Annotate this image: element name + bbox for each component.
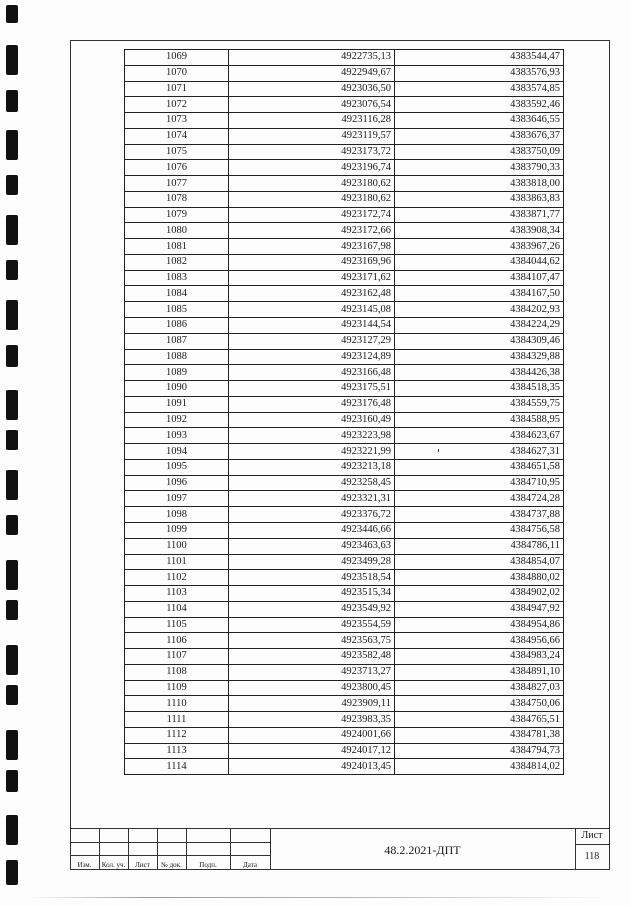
stamp-label-data: Дата [243, 861, 257, 869]
coordinate-y: 4384167,50 [395, 286, 564, 302]
binder-hole [6, 300, 18, 330]
table-row [125, 302, 564, 318]
binder-hole [6, 260, 18, 280]
point-number: 1078 [125, 191, 229, 207]
stamp-label-doc-no: № док. [161, 861, 182, 869]
coordinate-y: 4384329,88 [395, 349, 564, 365]
point-number: 1082 [125, 254, 229, 270]
table-row [125, 365, 564, 381]
binder-hole [6, 645, 18, 675]
coordinate-x: 4923036,50 [229, 81, 395, 97]
stamp-label-podp: Подп. [199, 861, 217, 869]
table-row [125, 318, 564, 334]
coordinate-y: 4384559,75 [395, 396, 564, 412]
coordinate-x: 4923554,59 [229, 617, 395, 633]
coordinate-y: 4384651,58 [395, 459, 564, 475]
point-number: 1069 [125, 50, 229, 66]
coordinate-y: 4383576,93 [395, 65, 564, 81]
table-row [125, 570, 564, 586]
coordinate-x: 4923145,08 [229, 302, 395, 318]
sheet-number: 118 [584, 851, 600, 862]
binder-hole [6, 90, 18, 112]
coordinate-x: 4923172,74 [229, 207, 395, 223]
binder-hole [6, 560, 18, 590]
point-number: 1105 [125, 617, 229, 633]
table-row [125, 191, 564, 207]
coordinate-x: 4923144,54 [229, 318, 395, 334]
coordinate-y: 4384588,95 [395, 412, 564, 428]
sheet-label: Лист [581, 830, 603, 841]
coordinate-y: 4384202,93 [395, 302, 564, 318]
coordinate-x: 4924001,66 [229, 727, 395, 743]
scan-speck [438, 449, 439, 452]
table-row [125, 522, 564, 538]
point-number: 1085 [125, 302, 229, 318]
coordinate-x: 4923446,66 [229, 522, 395, 538]
point-number: 1087 [125, 333, 229, 349]
table-row [125, 680, 564, 696]
coordinate-y: 4384827,03 [395, 680, 564, 696]
coordinate-x: 4923515,34 [229, 586, 395, 602]
table-row [125, 223, 564, 239]
coordinate-y: 4383646,55 [395, 113, 564, 129]
binder-hole [6, 45, 18, 75]
coordinate-x: 4923076,54 [229, 97, 395, 113]
coordinate-y: 4384623,67 [395, 428, 564, 444]
coordinate-y: 4384983,24 [395, 649, 564, 665]
table-row [125, 743, 564, 759]
coordinate-y: 4384954,86 [395, 617, 564, 633]
binder-hole [6, 390, 18, 420]
coordinate-y: 4383592,46 [395, 97, 564, 113]
coordinate-x: 4923173,72 [229, 144, 395, 160]
coordinate-y: 4384724,28 [395, 491, 564, 507]
coordinate-x: 4923176,48 [229, 396, 395, 412]
table-row [125, 412, 564, 428]
table-row [125, 428, 564, 444]
coordinate-x: 4923499,28 [229, 554, 395, 570]
coordinate-x: 4923800,45 [229, 680, 395, 696]
coordinate-x: 4923171,62 [229, 270, 395, 286]
point-number: 1076 [125, 160, 229, 176]
point-number: 1108 [125, 664, 229, 680]
coordinate-y: 4384880,02 [395, 570, 564, 586]
point-number: 1096 [125, 475, 229, 491]
point-number: 1093 [125, 428, 229, 444]
coordinate-y: 4384750,06 [395, 696, 564, 712]
coordinate-y: 4383967,26 [395, 239, 564, 255]
table-row [125, 381, 564, 397]
binder-hole [6, 470, 18, 500]
point-number: 1106 [125, 633, 229, 649]
coordinate-x: 4923518,54 [229, 570, 395, 586]
table-row [125, 239, 564, 255]
point-number: 1086 [125, 318, 229, 334]
coordinate-y: 4384902,02 [395, 586, 564, 602]
point-number: 1100 [125, 538, 229, 554]
coordinate-y: 4383871,77 [395, 207, 564, 223]
point-number: 1080 [125, 223, 229, 239]
coordinate-x: 4923166,48 [229, 365, 395, 381]
point-number: 1089 [125, 365, 229, 381]
coordinate-x: 4923172,66 [229, 223, 395, 239]
table-row [125, 664, 564, 680]
coordinate-y: 4384956,66 [395, 633, 564, 649]
point-number: 1081 [125, 239, 229, 255]
coordinate-x: 4923713,27 [229, 664, 395, 680]
point-number: 1112 [125, 727, 229, 743]
coordinate-y: 4384309,46 [395, 333, 564, 349]
table-row [125, 144, 564, 160]
coordinate-x: 4923223,98 [229, 428, 395, 444]
coordinate-x: 4923221,99 [229, 444, 395, 460]
point-number: 1098 [125, 507, 229, 523]
coordinate-x: 4923376,72 [229, 507, 395, 523]
binder-hole [6, 175, 18, 195]
point-number: 1102 [125, 570, 229, 586]
stamp-label-list: Лист [135, 861, 150, 869]
coordinate-x: 4922735,13 [229, 50, 395, 66]
stamp-label-izm: Изм. [77, 861, 92, 869]
table-row [125, 396, 564, 412]
table-row [125, 586, 564, 602]
binder-hole [6, 515, 18, 535]
coordinate-x: 4923116,28 [229, 113, 395, 129]
table-row [125, 491, 564, 507]
coordinate-x: 4923180,62 [229, 176, 395, 192]
point-number: 1113 [125, 743, 229, 759]
point-number: 1072 [125, 97, 229, 113]
coordinate-x: 4923167,98 [229, 239, 395, 255]
coordinate-y: 4383676,37 [395, 128, 564, 144]
coordinate-y: 4384710,95 [395, 475, 564, 491]
coordinate-y: 4384814,02 [395, 759, 564, 775]
coordinate-x: 4923983,35 [229, 712, 395, 728]
coordinate-y: 4384786,11 [395, 538, 564, 554]
table-row [125, 459, 564, 475]
coordinate-y: 4384794,73 [395, 743, 564, 759]
point-number: 1088 [125, 349, 229, 365]
coordinate-y: 4383790,33 [395, 160, 564, 176]
point-number: 1114 [125, 759, 229, 775]
document-number: 48.2.2021-ДПТ [384, 843, 461, 857]
table-row [125, 128, 564, 144]
table-row [125, 617, 564, 633]
coordinate-x: 4923162,48 [229, 286, 395, 302]
table-row [125, 633, 564, 649]
table-row [125, 538, 564, 554]
table-row [125, 349, 564, 365]
coordinate-x: 4923463,63 [229, 538, 395, 554]
coordinate-y: 4384854,07 [395, 554, 564, 570]
point-number: 1111 [125, 712, 229, 728]
point-number: 1077 [125, 176, 229, 192]
table-row [125, 97, 564, 113]
point-number: 1071 [125, 81, 229, 97]
point-number: 1095 [125, 459, 229, 475]
coordinate-x: 4923124,89 [229, 349, 395, 365]
point-number: 1099 [125, 522, 229, 538]
coordinate-y: 4383750,09 [395, 144, 564, 160]
coordinate-y: 4384627,31 [395, 444, 564, 460]
table-row [125, 507, 564, 523]
binder-hole [6, 860, 18, 885]
coordinate-x: 4923909,11 [229, 696, 395, 712]
point-number: 1091 [125, 396, 229, 412]
point-number: 1073 [125, 113, 229, 129]
table-row [125, 113, 564, 129]
table-row [125, 554, 564, 570]
point-number: 1090 [125, 381, 229, 397]
coordinate-x: 4923582,48 [229, 649, 395, 665]
coordinate-x: 4923180,62 [229, 191, 395, 207]
coordinates-table [124, 49, 564, 775]
stamp-rule [70, 855, 270, 856]
table-row [125, 176, 564, 192]
table-row [125, 65, 564, 81]
coordinate-y: 4383818,00 [395, 176, 564, 192]
coordinate-x: 4922949,67 [229, 65, 395, 81]
coordinate-y: 4384947,92 [395, 601, 564, 617]
table-row [125, 160, 564, 176]
binder-hole [6, 5, 18, 23]
binder-hole [6, 815, 18, 845]
coordinate-x: 4923549,92 [229, 601, 395, 617]
title-block [70, 828, 610, 870]
coordinate-x: 4924017,12 [229, 743, 395, 759]
coordinate-x: 4923196,74 [229, 160, 395, 176]
point-number: 1083 [125, 270, 229, 286]
coordinate-y: 4384891,10 [395, 664, 564, 680]
coordinate-y: 4383863,83 [395, 191, 564, 207]
coordinate-x: 4923127,29 [229, 333, 395, 349]
coordinate-y: 4383574,85 [395, 81, 564, 97]
coordinate-y: 4384107,47 [395, 270, 564, 286]
binder-hole [6, 430, 18, 450]
binder-hole [6, 130, 18, 160]
binder-hole [6, 345, 18, 367]
table-row [125, 759, 564, 775]
point-number: 1084 [125, 286, 229, 302]
binder-hole [6, 600, 18, 620]
table-row [125, 333, 564, 349]
coordinate-x: 4923321,31 [229, 491, 395, 507]
stamp-rule [70, 842, 270, 843]
binder-hole [6, 685, 18, 705]
coordinate-y: 4384426,38 [395, 365, 564, 381]
table-row [125, 727, 564, 743]
binder-hole [6, 215, 18, 245]
table-row [125, 81, 564, 97]
table-row [125, 444, 564, 460]
coordinate-y: 4383544,47 [395, 50, 564, 66]
table-row [125, 601, 564, 617]
table-row [125, 475, 564, 491]
coordinate-x: 4923213,18 [229, 459, 395, 475]
point-number: 1074 [125, 128, 229, 144]
table-row [125, 50, 564, 66]
table-row [125, 649, 564, 665]
coordinate-x: 4923175,51 [229, 381, 395, 397]
point-number: 1103 [125, 586, 229, 602]
point-number: 1097 [125, 491, 229, 507]
coordinate-y: 4384781,38 [395, 727, 564, 743]
point-number: 1094 [125, 444, 229, 460]
scan-edge [30, 897, 611, 898]
coordinate-y: 4384224,29 [395, 318, 564, 334]
stamp-label-kol-uch: Кол. уч. [101, 861, 126, 869]
point-number: 1075 [125, 144, 229, 160]
point-number: 1104 [125, 601, 229, 617]
point-number: 1101 [125, 554, 229, 570]
point-number: 1092 [125, 412, 229, 428]
binder-hole [6, 770, 18, 792]
table-row [125, 270, 564, 286]
coordinate-x: 4923160,49 [229, 412, 395, 428]
point-number: 1110 [125, 696, 229, 712]
coordinate-y: 4384765,51 [395, 712, 564, 728]
coordinate-x: 4924013,45 [229, 759, 395, 775]
point-number: 1070 [125, 65, 229, 81]
table-row [125, 712, 564, 728]
coordinate-y: 4384756,58 [395, 522, 564, 538]
coordinate-x: 4923563,75 [229, 633, 395, 649]
coordinate-x: 4923169,96 [229, 254, 395, 270]
stamp-rule [575, 844, 610, 845]
point-number: 1079 [125, 207, 229, 223]
point-number: 1109 [125, 680, 229, 696]
table-row [125, 207, 564, 223]
table-row [125, 254, 564, 270]
table-row [125, 286, 564, 302]
table-row [125, 696, 564, 712]
coordinate-y: 4384044,62 [395, 254, 564, 270]
binder-hole [6, 730, 18, 760]
point-number: 1107 [125, 649, 229, 665]
coordinate-y: 4384518,35 [395, 381, 564, 397]
coordinate-x: 4923119,57 [229, 128, 395, 144]
coordinate-x: 4923258,45 [229, 475, 395, 491]
coordinate-y: 4383908,34 [395, 223, 564, 239]
coordinate-y: 4384737,88 [395, 507, 564, 523]
